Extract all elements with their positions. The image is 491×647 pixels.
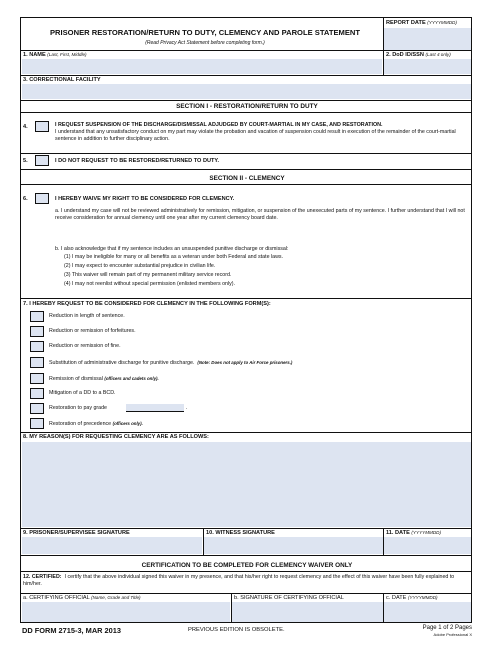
- pay-grade-field[interactable]: [126, 404, 184, 412]
- option-pay-grade: Restoration to pay grade: [49, 405, 108, 411]
- report-date-field[interactable]: [384, 28, 471, 50]
- section-2-title: SECTION II - CLEMENCY: [209, 175, 285, 182]
- facility-field[interactable]: [22, 84, 471, 99]
- waive-clemency-checkbox[interactable]: [35, 193, 49, 204]
- item-4-text: I understand that any unsatisfactory conduct on my part may violate the probation and vacation of suspension could result in execution of the remainder of the court-martial sentence in addition to further disciplinary action.: [55, 129, 456, 142]
- option-precedence: Restoration of precedence (officers only).: [49, 421, 143, 427]
- option-forfeitures-checkbox[interactable]: [30, 326, 44, 337]
- restoration-checkbox[interactable]: [35, 121, 49, 132]
- certifying-signature-label: b. SIGNATURE OF CERTIFYING OFFICIAL: [234, 595, 344, 601]
- item-6a-text: a. I understand my case will not be reviewed administratively for remission, mitigation, or suspension of the unexecuted parts of my sentence. I further understand that I will not receive consideration for annual clemency until one year after my current clemency board date.: [55, 208, 465, 221]
- item-6-statement: I HEREBY WAIVE MY RIGHT TO BE CONSIDERED FOR CLEMENCY.: [55, 196, 235, 202]
- option-dismissal-checkbox[interactable]: [30, 373, 44, 384]
- item-4-statement: I REQUEST SUSPENSION OF THE DISCHARGE/DISMISSAL ADJUDGED BY COURT-MARTIAL IN MY CASE, AND RESTORATION.: [55, 122, 383, 128]
- option-mitigation: Mitigation of a DD to a BCD.: [49, 390, 116, 396]
- certification-title: CERTIFICATION TO BE COMPLETED FOR CLEMENCY WAIVER ONLY: [141, 562, 353, 569]
- option-admin-discharge-checkbox[interactable]: [30, 357, 44, 368]
- certifying-official-field[interactable]: [22, 602, 230, 622]
- option-dismissal: Remission of dismissal (officers and cadets only).: [49, 376, 159, 382]
- no-restoration-checkbox[interactable]: [35, 155, 49, 166]
- certifying-signature-field[interactable]: [232, 602, 383, 622]
- item-5-statement: I DO NOT REQUEST TO BE RESTORED/RETURNED TO DUTY.: [55, 158, 220, 164]
- item-12-text: 12. CERTIFIED: I certify that the above individual signed this waiver in my presence, and that his/her right to request clemency and the effect of this waiver have been fully explained to him/her.: [23, 574, 455, 587]
- certification-date-label: c. DATE (YYYYMMDD): [386, 595, 438, 601]
- item-6b-list-3: (3) This waiver will remain part of my permanent military service record.: [64, 272, 232, 278]
- item-5-number: 5.: [23, 158, 28, 164]
- dodid-field[interactable]: [384, 59, 471, 74]
- name-label: 1. NAME (Last, First, Middle): [23, 52, 87, 58]
- report-date-label: REPORT DATE (YYYYMMDD): [386, 20, 457, 26]
- option-fine-checkbox[interactable]: [30, 341, 44, 352]
- facility-label: 3. CORRECTIONAL FACILITY: [23, 77, 101, 83]
- option-precedence-checkbox[interactable]: [30, 418, 44, 429]
- option-pay-grade-checkbox[interactable]: [30, 403, 44, 414]
- witness-signature-field[interactable]: [204, 537, 383, 554]
- item-7-label: 7. I HEREBY REQUEST TO BE CONSIDERED FOR CLEMENCY IN THE FOLLOWING FORM(S):: [23, 301, 271, 307]
- option-admin-discharge: Substitution of administrative discharge for punitive discharge. (Note: Does not apply to Air Force prisoners.): [49, 360, 293, 366]
- page-number: Page 1 of 2 Pages: [422, 625, 472, 631]
- dodid-label: 2. DoD ID/SSN (Last 4 only): [386, 52, 451, 58]
- item-4-number: 4.: [23, 124, 28, 130]
- signature-date-label: 11. DATE (YYYYMMDD): [386, 530, 442, 536]
- certifying-official-label: a. CERTIFYING OFFICIAL (Name, Grade and Title): [23, 595, 141, 601]
- dd-form-2715-3: PRISONER RESTORATION/RETURN TO DUTY, CLEMENCY AND PAROLE STATEMENT (Read Privacy Act Statement before completing form.) REPORT DATE (YYYYMMDD) 1. NAME (Last, First, Middle) 2. DoD ID/SSN (Last 4 only) 3. CORRECTIONAL FACILITY SECTION I - RESTORATION/RETURN TO DUTY 4. I REQUEST SUSPENSION OF THE DISCHARGE/DISMISSAL ADJUDGED BY COURT-MARTIAL IN MY CASE, AND RESTORATION. I understand that any unsatisfactory conduct on my part may violate the probation and vacation of suspension could result in execution of the remainder of the court-martial sentence in addition to further disciplinary action. 5. I DO NOT REQUEST TO BE RESTORED/RETURNED TO DUTY. SECTION II - CLEMENCY 6. I HEREBY WAIVE MY RIGHT TO BE CONSIDERED FOR CLEMENCY. a. I understand my case will not be reviewed administratively for remission, mitigation, or suspension of the unexecuted parts of my sentence. I further understand that I will not receive consideration for annual clemency until one year after my current clemency board date. b. I also acknowledge that if my sentence includes an unsuspended punitive discharge or dismissal: (1) I may be ineligible for many or all benefits as a veteran under both Federal and state laws. (2) I may expect to encounter substantial prejudice in civilian life. (3) This waiver will remain part of my permanent military service record. (4) I may not reenlist without special permission (enlisted members only). 7. I HEREBY REQUEST TO BE CONSIDERED FOR CLEMENCY IN THE FOLLOWING FORM(S): Reduction in length of sentence. Reduction or remission of forfeitures. Reduction or remission of fine. Substitution of administrative discharge for punitive discharge. (Note: Does not apply to Air Force prisoners.) Remission of dismissal (officers and cadets only). Mitigation of a DD to a BCD. Restoration to pay grade . Restoration of precedence (officers only). 8. MY REASON(S) FOR REQUESTING CLEMENCY ARE AS FOLLOWS: 9. PRISONER/SUPERVISEE SIGNATURE 10. WITNESS SIGNATURE 11. DATE (YYYYMMDD) CERTIFICATION TO BE COMPLETED FOR CLEMENCY WAIVER ONLY 12. CERTIFIED: I certify that the above individual signed this waiver in my presence, and that his/her right to request clemency and the effect of this waiver have been fully explained to him/her. a. CERTIFYING OFFICIAL (Name, Grade and Title) b. SIGNATURE OF CERTIFYING OFFICIAL c. DATE (YYYYMMDD): [20, 17, 472, 623]
- name-field[interactable]: [22, 59, 382, 74]
- item-6b-list-2: (2) I may expect to encounter substantial prejudice in civilian life.: [64, 263, 216, 269]
- software-note: Adobe Professional X: [433, 632, 472, 637]
- item-6b-list-4: (4) I may not reenlist without special permission (enlisted members only).: [64, 281, 236, 287]
- prisoner-signature-label: 9. PRISONER/SUPERVISEE SIGNATURE: [23, 530, 130, 536]
- item-8-label: 8. MY REASON(S) FOR REQUESTING CLEMENCY ARE AS FOLLOWS:: [23, 434, 209, 440]
- option-reduce-sentence: Reduction in length of sentence.: [49, 313, 125, 319]
- item-6-number: 6.: [23, 196, 28, 202]
- form-title: PRISONER RESTORATION/RETURN TO DUTY, CLEMENCY AND PAROLE STATEMENT: [49, 28, 361, 37]
- certification-date-field[interactable]: [384, 602, 471, 622]
- reasons-field[interactable]: [22, 442, 471, 527]
- previous-edition-note: PREVIOUS EDITION IS OBSOLETE.: [188, 627, 285, 633]
- prisoner-signature-field[interactable]: [22, 537, 202, 554]
- item-6b-text: b. I also acknowledge that if my sentence includes an unsuspended punitive discharge or dismissal:: [55, 246, 289, 252]
- option-forfeitures: Reduction or remission of forfeitures.: [49, 328, 136, 334]
- signature-date-field[interactable]: [384, 537, 471, 554]
- option-fine: Reduction or remission of fine.: [49, 343, 121, 349]
- option-mitigation-checkbox[interactable]: [30, 388, 44, 399]
- option-reduce-sentence-checkbox[interactable]: [30, 311, 44, 322]
- form-subtitle: (Read Privacy Act Statement before completing form.): [145, 40, 265, 46]
- section-1-title: SECTION I - RESTORATION/RETURN TO DUTY: [176, 103, 318, 110]
- item-6b-list-1: (1) I may be ineligible for many or all benefits as a veteran under both Federal and state laws.: [64, 254, 284, 260]
- form-number: DD FORM 2715-3, MAR 2013: [22, 626, 121, 635]
- witness-signature-label: 10. WITNESS SIGNATURE: [206, 530, 275, 536]
